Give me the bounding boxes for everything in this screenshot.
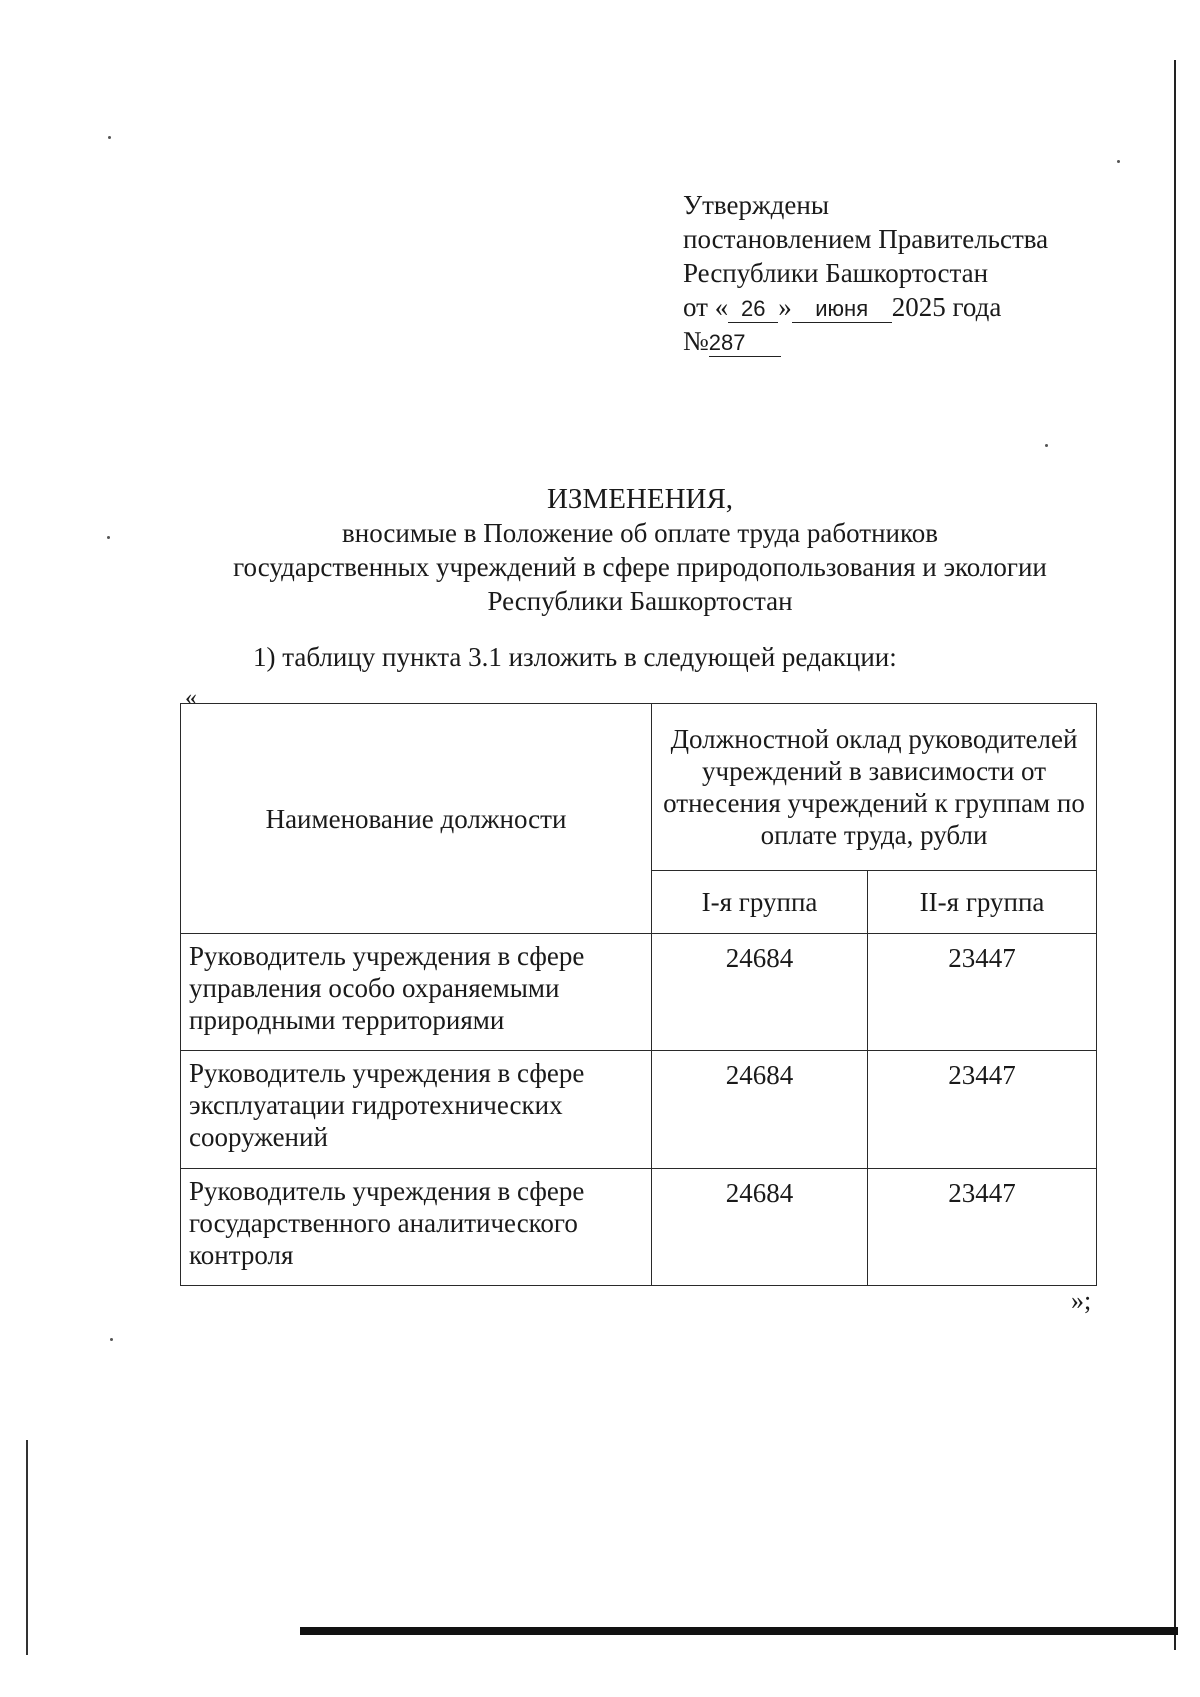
row-group-2-value: 23447 bbox=[868, 1051, 1097, 1168]
row-group-2-value: 23447 bbox=[868, 934, 1097, 1051]
scan-speck bbox=[108, 136, 111, 139]
item-text: 1) таблицу пункта 3.1 изложить в следующей редакции: bbox=[253, 642, 897, 672]
document-heading bbox=[150, 482, 1130, 618]
scan-speck bbox=[110, 1338, 113, 1341]
scan-speck bbox=[1045, 444, 1048, 447]
date-month: июня bbox=[792, 296, 892, 323]
approval-date bbox=[683, 290, 1048, 324]
quote-close: »; bbox=[1071, 1286, 1092, 1315]
row-group-1-value: 24684 bbox=[652, 934, 868, 1051]
row-group-1-value: 24684 bbox=[652, 1051, 868, 1168]
row-position: Руководитель учреждения в сфере управления особо охраняемыми природными территориями bbox=[181, 934, 652, 1051]
heading-line-1: вносимые в Положение об оплате труда работников bbox=[342, 518, 938, 548]
row-position: Руководитель учреждения в сфере государственного аналитического контроля bbox=[181, 1168, 652, 1285]
heading-line-2: государственных учреждений в сфере природопользования и экологии bbox=[233, 552, 1047, 582]
date-prefix: от « bbox=[683, 292, 729, 322]
row-position: Руководитель учреждения в сфере эксплуатации гидротехнических сооружений bbox=[181, 1051, 652, 1168]
scan-edge-left bbox=[26, 1440, 28, 1655]
row-group-1-value: 24684 bbox=[652, 1168, 868, 1285]
date-day: 26 bbox=[728, 296, 778, 323]
header-salary: Должностной оклад руководителей учреждений в зависимости от отнесения учреждений к группам по оплате труда, рубли bbox=[652, 704, 1097, 871]
approval-line-1: Утверждены bbox=[683, 190, 829, 220]
header-position: Наименование должности bbox=[181, 704, 652, 934]
heading-title: ИЗМЕНЕНИЯ, bbox=[546, 483, 734, 515]
quote-open: « bbox=[185, 685, 197, 711]
scan-edge-right bbox=[1174, 60, 1176, 1650]
salary-table bbox=[180, 703, 1097, 1286]
date-day-close: » bbox=[778, 292, 792, 322]
approval-line-3: Республики Башкортостан bbox=[683, 258, 989, 288]
approval-line-2: постановлением Правительства bbox=[683, 224, 1049, 254]
row-group-2-value: 23447 bbox=[868, 1168, 1097, 1285]
heading-line-3: Республики Башкортостан bbox=[487, 586, 793, 616]
number-prefix: № bbox=[683, 326, 709, 356]
approval-block bbox=[683, 188, 1048, 358]
date-year: 2025 года bbox=[891, 292, 1002, 322]
header-group-1: I-я группа bbox=[652, 871, 868, 934]
table-row bbox=[181, 1168, 1097, 1285]
scan-speck bbox=[1117, 160, 1120, 163]
table-row bbox=[181, 934, 1097, 1051]
approval-number bbox=[683, 324, 1048, 358]
scan-edge-bottom bbox=[300, 1627, 1178, 1635]
scan-speck bbox=[107, 536, 110, 539]
table-row bbox=[181, 1051, 1097, 1168]
number-value: 287 bbox=[709, 330, 781, 357]
header-group-2: II-я группа bbox=[868, 871, 1097, 934]
